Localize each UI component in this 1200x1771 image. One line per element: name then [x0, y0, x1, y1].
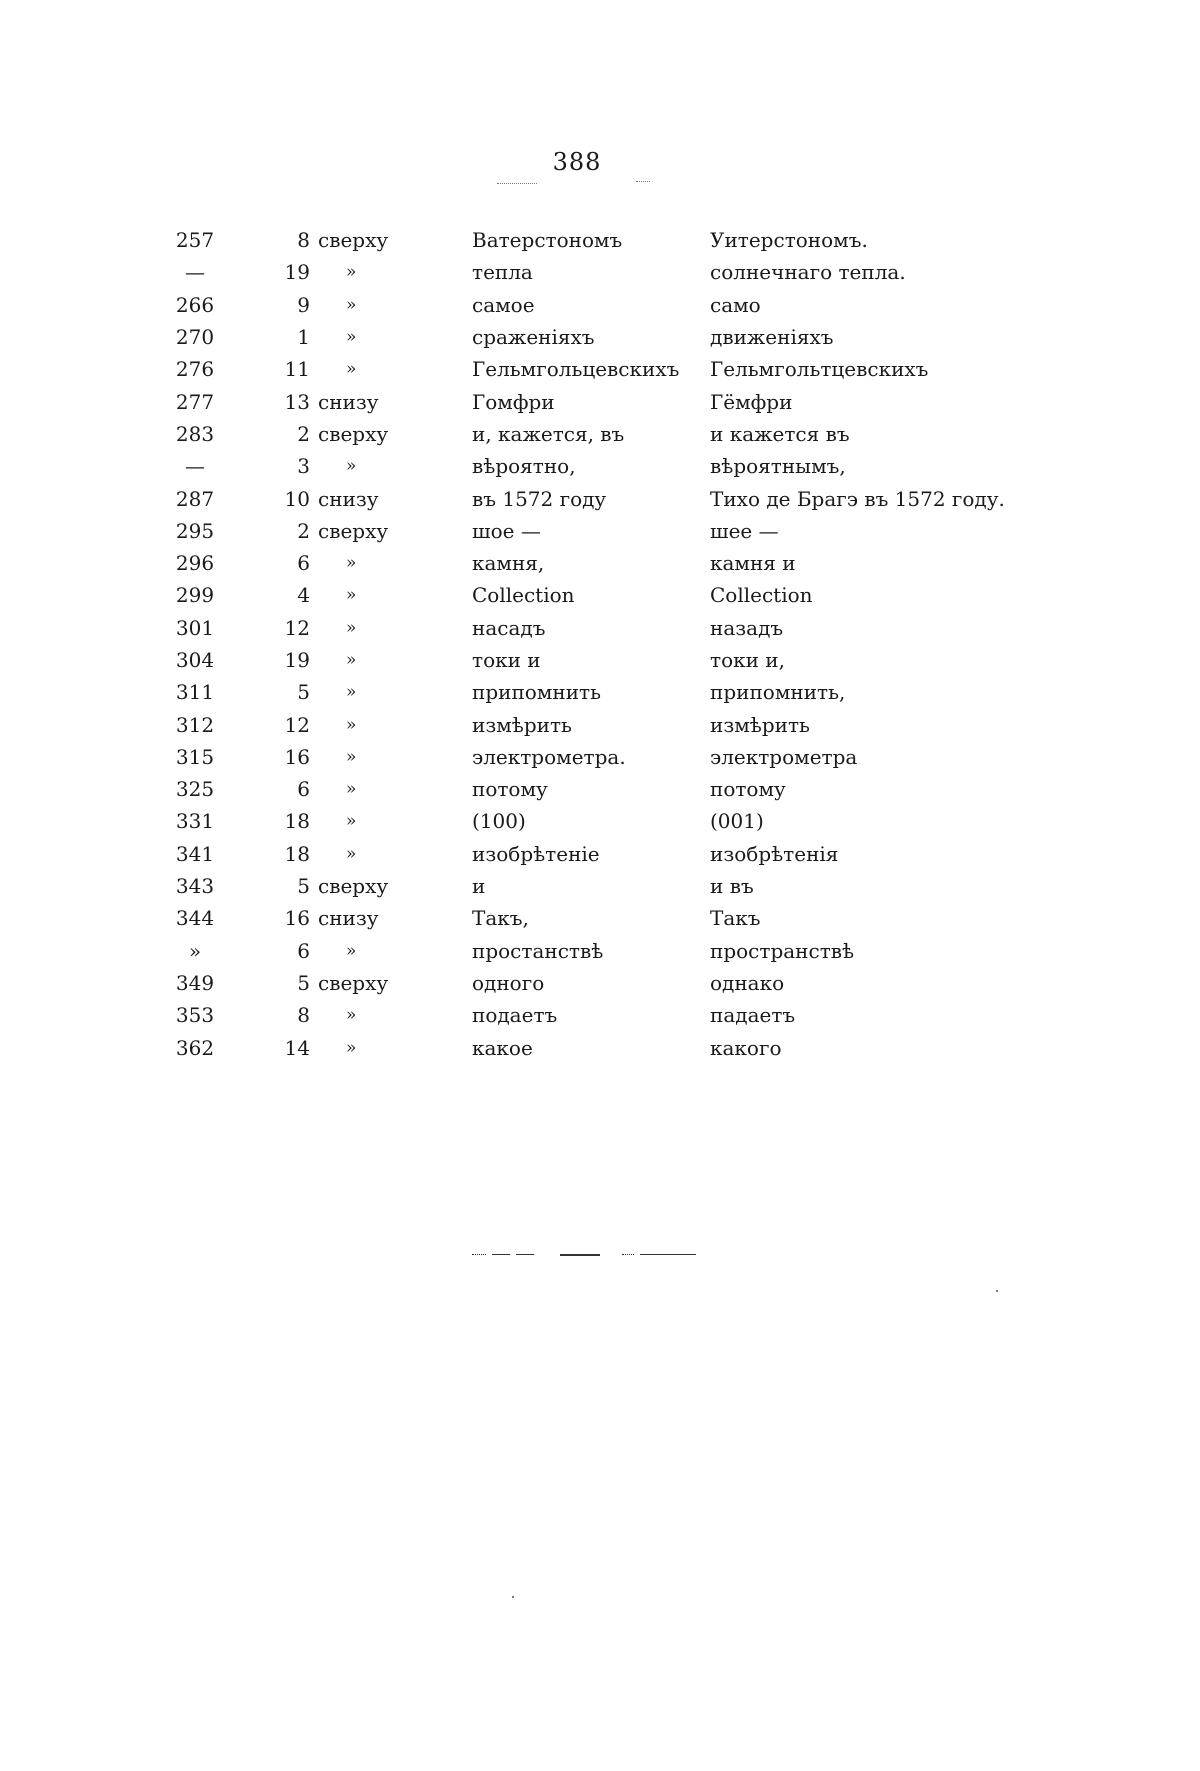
errata-line-cell: 13 [284, 389, 310, 414]
errata-printed-cell: потому [472, 777, 548, 802]
errata-line-cell: 16 [284, 906, 310, 931]
errata-printed-cell: въ 1572 году [472, 486, 607, 511]
errata-correction-cell: однако [710, 970, 785, 995]
errata-line-cell: 11 [284, 357, 310, 382]
errata-page-cell: 341 [175, 841, 215, 866]
errata-direction-cell: » [346, 746, 357, 767]
errata-line-cell: 2 [297, 421, 310, 446]
errata-correction-cell: электрометра [710, 744, 858, 769]
table-row [150, 321, 1050, 353]
errata-printed-cell: шое — [472, 518, 541, 543]
table-row [150, 838, 1050, 870]
errata-line-cell: 8 [297, 228, 310, 253]
errata-page-cell: 299 [175, 583, 215, 608]
errata-correction-cell: движеніяхъ [710, 325, 834, 350]
errata-page-cell: 315 [175, 744, 215, 769]
errata-page-cell: 276 [175, 357, 215, 382]
errata-line-cell: 8 [297, 1003, 310, 1028]
table-row [150, 870, 1050, 902]
errata-page-cell: 304 [175, 648, 215, 672]
table-row [150, 418, 1050, 450]
errata-correction-cell: токи и, [710, 648, 785, 672]
errata-line-cell: 5 [297, 874, 310, 899]
errata-page-cell: 296 [175, 551, 215, 576]
errata-page-cell: 270 [175, 325, 215, 350]
errata-correction-cell: потому [710, 777, 786, 802]
errata-page-cell: 331 [175, 809, 215, 834]
errata-correction-cell: (001) [710, 809, 764, 834]
errata-printed-cell: (100) [472, 809, 526, 834]
table-row [150, 612, 1050, 644]
errata-correction-cell: Гельмгольтцевскихъ [710, 357, 929, 382]
table-row [150, 935, 1050, 967]
errata-line-cell: 5 [297, 680, 310, 705]
errata-direction-cell: » [346, 779, 357, 800]
table-row [150, 385, 1050, 417]
errata-line-cell: 4 [297, 583, 310, 608]
errata-direction-cell: » [346, 553, 357, 574]
errata-direction-cell: » [346, 811, 357, 832]
errata-printed-cell: самое [472, 292, 535, 317]
errata-line-cell: 1 [297, 325, 310, 350]
errata-correction-cell: Такъ [710, 906, 761, 931]
errata-page-cell: 257 [175, 228, 215, 253]
errata-correction-cell: солнечнаго тепла. [710, 260, 906, 285]
errata-printed-cell: сраженіяхъ [472, 325, 595, 350]
errata-line-cell: 10 [284, 486, 310, 511]
page-speck [996, 1290, 998, 1292]
errata-direction-cell: » [346, 327, 357, 348]
errata-direction-cell: » [346, 359, 357, 380]
errata-printed-cell: и [472, 874, 486, 899]
errata-page-cell: — [185, 454, 205, 479]
errata-direction-cell: » [346, 682, 357, 703]
errata-page-cell: 295 [175, 518, 215, 543]
table-row [150, 644, 1050, 676]
errata-page-cell: 312 [175, 712, 215, 737]
errata-line-cell: 18 [284, 841, 310, 866]
errata-printed-cell: насадъ [472, 615, 546, 640]
errata-direction-cell: » [346, 940, 357, 961]
errata-page-cell: 343 [175, 874, 215, 899]
table-row [150, 902, 1050, 934]
errata-direction-cell: » [346, 714, 357, 735]
errata-line-cell: 18 [284, 809, 310, 834]
errata-printed-cell: одного [472, 970, 545, 995]
errata-correction-cell: какого [710, 1035, 782, 1060]
errata-printed-cell: камня, [472, 551, 545, 576]
errata-correction-cell: и въ [710, 874, 754, 899]
table-row [150, 353, 1050, 385]
errata-direction-cell: сверху [318, 421, 389, 446]
errata-printed-cell: Такъ, [472, 906, 529, 931]
errata-correction-cell: измѣрить [710, 712, 810, 737]
errata-printed-cell: подаетъ [472, 1003, 558, 1028]
errata-direction-cell: сверху [318, 970, 389, 995]
errata-line-cell: 5 [297, 970, 310, 995]
errata-printed-cell: Гомфри [472, 389, 555, 414]
errata-page-cell: 311 [175, 680, 215, 705]
table-row [150, 289, 1050, 321]
errata-printed-cell: тепла [472, 260, 533, 285]
errata-direction-cell: » [346, 650, 357, 670]
errata-direction-cell: » [346, 617, 357, 638]
errata-correction-cell: Тихо де Брагэ въ 1572 году. [710, 486, 1005, 511]
errata-line-cell: 3 [297, 454, 310, 479]
errata-page-cell: 349 [175, 970, 215, 995]
errata-page-cell: 344 [175, 906, 215, 931]
errata-correction-cell: камня и [710, 551, 796, 576]
errata-direction-cell: снизу [318, 486, 379, 511]
errata-correction-cell: и кажется въ [710, 421, 850, 446]
table-row [150, 676, 1050, 708]
errata-correction-cell: само [710, 292, 761, 317]
table-row [150, 741, 1050, 773]
errata-printed-cell: измѣрить [472, 712, 572, 737]
errata-printed-cell: припомнить [472, 680, 602, 705]
errata-line-cell: 12 [284, 712, 310, 737]
errata-printed-cell: Collection [472, 583, 575, 608]
page-speck [512, 1596, 514, 1598]
errata-correction-cell: пространствѣ [710, 938, 855, 963]
errata-page-cell: 301 [175, 615, 215, 640]
errata-direction-cell: » [346, 1037, 357, 1058]
table-row [150, 708, 1050, 740]
table-row [150, 450, 1050, 482]
errata-correction-cell: Collection [710, 583, 813, 608]
errata-direction-cell: сверху [318, 228, 389, 253]
errata-line-cell: 19 [284, 260, 310, 285]
errata-direction-cell: » [346, 262, 357, 283]
errata-correction-cell: вѣроятнымъ, [710, 454, 846, 479]
table-row [150, 579, 1050, 611]
errata-correction-cell: назадъ [710, 615, 784, 640]
table-row [150, 256, 1050, 288]
errata-direction-cell: » [346, 1005, 357, 1026]
table-row [150, 224, 1050, 256]
errata-correction-cell: Гёмфри [710, 389, 793, 414]
errata-line-cell: 6 [297, 938, 310, 963]
errata-direction-cell: » [346, 456, 357, 477]
errata-page-cell: 325 [175, 777, 215, 802]
errata-line-cell: 6 [297, 551, 310, 576]
table-row [150, 773, 1050, 805]
header-rule-mark [636, 181, 650, 182]
table-row [150, 805, 1050, 837]
errata-direction-cell: » [346, 843, 357, 864]
errata-correction-cell: изобрѣтенія [710, 841, 839, 866]
errata-page-cell: 266 [175, 292, 215, 317]
errata-correction-cell: Уитерстономъ. [710, 228, 868, 253]
errata-printed-cell: токи и [472, 648, 541, 672]
errata-line-cell: 9 [297, 292, 310, 317]
errata-printed-cell: и, кажется, въ [472, 421, 625, 446]
errata-line-cell: 6 [297, 777, 310, 802]
errata-line-cell: 2 [297, 518, 310, 543]
header-rule [497, 183, 537, 184]
errata-line-cell: 19 [284, 648, 310, 672]
errata-direction-cell: снизу [318, 906, 379, 931]
errata-printed-cell: простанствѣ [472, 938, 604, 963]
errata-page-cell: 353 [175, 1003, 215, 1028]
errata-page-cell: 277 [175, 389, 215, 414]
table-row [150, 999, 1050, 1031]
errata-line-cell: 14 [284, 1035, 310, 1060]
end-rule [472, 1254, 696, 1258]
errata-correction-cell: падаетъ [710, 1003, 796, 1028]
errata-page-cell: 283 [175, 421, 215, 446]
errata-printed-cell: вѣроятно, [472, 454, 576, 479]
errata-direction-cell: » [346, 585, 357, 606]
errata-table [150, 224, 1050, 1064]
errata-rows [150, 224, 1050, 1064]
errata-correction-cell: припомнить, [710, 680, 846, 705]
errata-correction-cell: шее — [710, 518, 779, 543]
errata-page-cell: » [188, 938, 202, 963]
errata-printed-cell: какое [472, 1035, 533, 1060]
errata-printed-cell: Гельмгольцевскихъ [472, 357, 680, 382]
table-row [150, 1031, 1050, 1063]
errata-printed-cell: Ватерстономъ [472, 228, 623, 253]
errata-page-cell: 362 [175, 1035, 215, 1060]
errata-direction-cell: » [346, 294, 357, 315]
table-row [150, 515, 1050, 547]
errata-direction-cell: сверху [318, 874, 389, 899]
errata-line-cell: 12 [284, 615, 310, 640]
errata-page-cell: 287 [175, 486, 215, 511]
errata-page-cell: — [185, 260, 205, 285]
errata-direction-cell: сверху [318, 518, 389, 543]
errata-printed-cell: изобрѣтеніе [472, 841, 600, 866]
table-row [150, 547, 1050, 579]
errata-line-cell: 16 [284, 744, 310, 769]
table-row [150, 482, 1050, 514]
table-row [150, 967, 1050, 999]
errata-direction-cell: снизу [318, 389, 379, 414]
errata-printed-cell: электрометра. [472, 744, 626, 769]
page-number: 388 [552, 148, 602, 176]
